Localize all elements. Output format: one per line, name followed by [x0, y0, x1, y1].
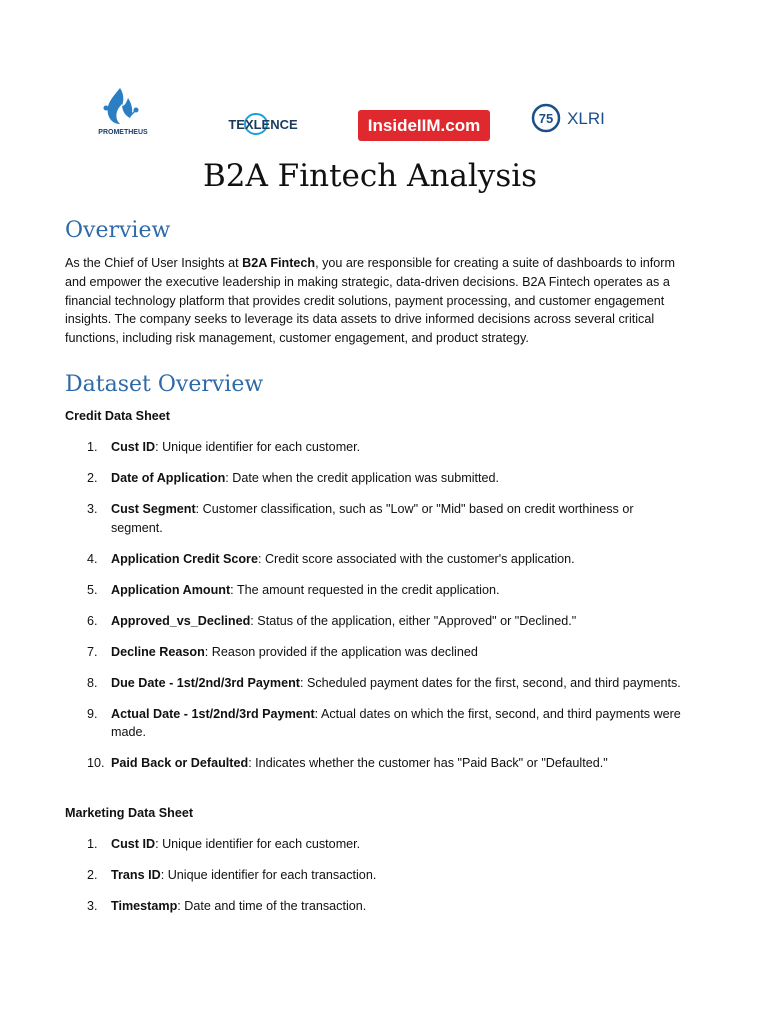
list-item	[87, 469, 681, 488]
field-term: Trans ID	[111, 868, 161, 882]
company-name: B2A Fintech	[242, 256, 316, 270]
field-description: : Date when the credit application was submitted.	[225, 471, 499, 485]
field-term: Application Credit Score	[111, 551, 258, 566]
list-item	[87, 612, 681, 631]
texlence-logo	[218, 110, 308, 138]
prometheus-logo-text: PROMETHEUS	[98, 129, 148, 136]
dataset-overview-heading: Dataset Overview	[65, 372, 264, 397]
field-term: Decline Reason	[111, 644, 205, 659]
list-item	[87, 835, 681, 854]
credit-fields-list	[87, 438, 681, 785]
list-item	[87, 705, 681, 742]
field-description: : Scheduled payment dates for the first, second, and third payments.	[299, 675, 681, 690]
xlri-logo	[530, 96, 612, 140]
list-item	[87, 897, 681, 916]
field-description: : Customer classification, such as "Low" or "Mid" based on credit worthiness or segment.	[111, 502, 634, 535]
list-number: 3.	[87, 502, 98, 516]
prometheus-logo	[92, 84, 154, 142]
field-description: : Indicates whether the customer has "Paid Back" or "Defaulted."	[248, 756, 608, 770]
field-description: : Credit score associated with the customer's application.	[257, 551, 575, 566]
list-item	[87, 754, 681, 773]
overview-text-start: As the Chief of User Insights at	[65, 256, 243, 270]
field-description: : Actual dates on which the first, second, and third payments were made.	[111, 706, 681, 739]
field-term: Date of Application	[111, 471, 226, 485]
field-term: Cust ID	[111, 837, 156, 851]
credit-data-sheet-heading: Credit Data Sheet	[65, 409, 170, 423]
list-number: 8.	[87, 675, 98, 690]
field-description: : Date and time of the transaction.	[177, 899, 367, 913]
list-number: 10.	[87, 756, 105, 770]
list-item	[87, 500, 681, 537]
field-term: Cust Segment	[111, 502, 196, 516]
logo-bar	[92, 84, 622, 146]
field-term: Due Date - 1st/2nd/3rd Payment	[111, 675, 300, 690]
insideiim-logo	[358, 110, 490, 141]
list-number: 3.	[87, 899, 98, 913]
list-number: 9.	[87, 706, 98, 721]
insideiim-logo-text: InsideIIM.com	[367, 116, 481, 135]
field-description: : Unique identifier for each customer.	[155, 837, 361, 851]
list-number: 7.	[87, 644, 98, 659]
overview-heading: Overview	[65, 218, 171, 243]
list-number: 1.	[87, 440, 98, 454]
list-item	[87, 674, 681, 693]
page-title: B2A Fintech Analysis	[202, 158, 538, 194]
field-term: Approved_vs_Declined	[111, 613, 251, 628]
list-number: 2.	[87, 868, 98, 882]
xlri-logo-number: 75	[538, 111, 554, 126]
field-term: Application Amount	[111, 582, 231, 597]
field-description: : Unique identifier for each transaction.	[160, 868, 377, 882]
marketing-data-sheet-heading: Marketing Data Sheet	[65, 806, 194, 820]
list-item	[87, 643, 681, 662]
field-term: Timestamp	[111, 899, 178, 913]
list-number: 5.	[87, 582, 98, 597]
list-number: 4.	[87, 551, 98, 566]
list-number: 1.	[87, 837, 98, 851]
overview-paragraph	[65, 254, 685, 348]
field-description: : Status of the application, either "Approved" or "Declined."	[250, 613, 577, 628]
list-number: 6.	[87, 613, 98, 628]
field-description: : The amount requested in the credit application.	[230, 582, 500, 597]
field-term: Paid Back or Defaulted	[111, 756, 249, 770]
list-item	[87, 866, 681, 885]
field-description: : Reason provided if the application was declined	[204, 644, 478, 659]
list-number: 2.	[87, 471, 98, 485]
marketing-fields-list	[87, 835, 681, 928]
list-item	[87, 581, 681, 600]
texlence-logo-text: TEXLENCE	[228, 117, 298, 132]
list-item	[87, 438, 681, 457]
field-term: Cust ID	[111, 440, 156, 454]
field-term: Actual Date - 1st/2nd/3rd Payment	[111, 706, 315, 721]
list-item	[87, 550, 681, 569]
overview-text-rest: , you are responsible for creating a suite of dashboards to inform and empower the executive leadership in making strategic, data-driven decisions. B2A Fintech operates as a financial technology platform that provides credit solutions, payment processing, and customer engagement insights. The company seeks to leverage its data assets to drive informed decisions across several critical functions, including risk management, customer engagement, and product strategy.	[65, 256, 675, 346]
xlri-logo-text: XLRI	[567, 109, 605, 128]
field-description: : Unique identifier for each customer.	[155, 440, 361, 454]
